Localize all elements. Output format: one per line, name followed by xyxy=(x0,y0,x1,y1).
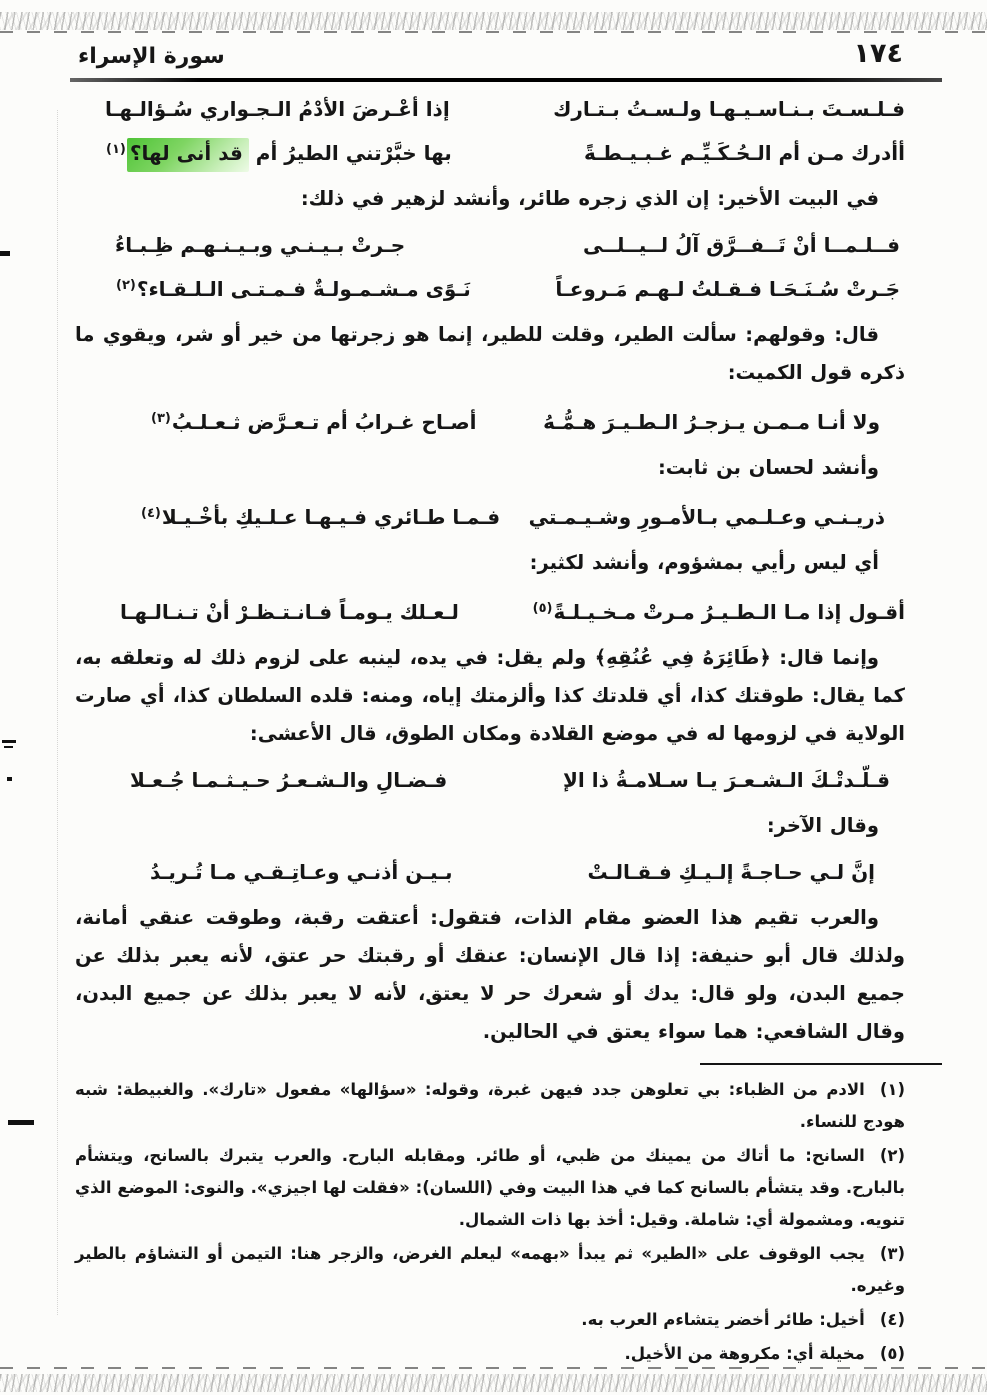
footnote-ref: (٣) xyxy=(151,410,171,426)
verse-line xyxy=(150,855,875,889)
footnote-text: مخيلة أي: مكروهة من الأخيل. xyxy=(624,1344,865,1363)
verse-line xyxy=(140,497,885,534)
hemistich-text: بها خبَّرْتني الطيرُ أم xyxy=(248,140,452,165)
footnote-ref: (٥) xyxy=(532,600,553,616)
hemistich-text: أصـاح غـرابُ أم تـعـرَّض ثـعـلـبُ xyxy=(171,409,477,434)
footnote xyxy=(75,1238,905,1302)
highlight-mark: قد أنى لها؟ xyxy=(127,138,249,172)
poem-6 xyxy=(75,763,905,797)
footnote xyxy=(75,1338,905,1370)
surah-title: سورة الإسراء xyxy=(78,44,225,69)
verse-line xyxy=(115,269,900,306)
hemistich-left xyxy=(140,497,500,534)
verse-line xyxy=(105,92,905,126)
poem-3 xyxy=(75,402,905,439)
footnote-marker: (٤) xyxy=(879,1310,905,1329)
top-dashed-line xyxy=(0,31,987,33)
footnote-marker: (١) xyxy=(879,1080,905,1099)
paragraph: وأنشد لحسان بن ثابت: xyxy=(657,455,879,479)
hemistich-right xyxy=(532,592,905,629)
footnote xyxy=(75,1304,905,1336)
footnote-marker: (٢) xyxy=(879,1146,905,1165)
hemistich-right: فـلـسـتَ بـنـاسـيـهـا ولـسـتُ بـتـارك xyxy=(553,96,905,121)
hemistich-left: إذا أعْـرضَ الأدْمُ الـجـواري سُـؤالـهـا xyxy=(105,96,450,121)
bottom-edge-scan-noise xyxy=(0,1374,987,1392)
verse-line xyxy=(130,763,890,797)
hemistich-right: قـلّـدتْـكَ الـشـعـرَ يـا سـلامـةُ ذا الإ xyxy=(563,767,890,792)
poem-7 xyxy=(75,855,905,889)
page-header xyxy=(0,0,987,69)
paragraph: وقال الآخر: xyxy=(766,813,879,837)
margin-artifact xyxy=(8,1120,34,1125)
hemistich-right: فــلـمــا أنْ تَــفــرَّق آلُ لــيــلــى xyxy=(582,232,900,257)
hemistich-right: أأدرك مـن أم الـحُـكَـيِّـم غـبـيـطـةً xyxy=(584,140,905,165)
page-number: ١٧٤ xyxy=(853,38,903,69)
hemistich-left xyxy=(150,402,477,439)
verse-line xyxy=(150,402,880,439)
footnote-ref: (١) xyxy=(106,141,126,157)
paragraph: والعرب تقيم هذا العضو مقام الذات، فتقول: أعتقت رقبة، وطوقت عنقي أمانة، ولذلك قال أبو حنيفة: إذا قال الإنسان: عنقك أو رقبتك حر عتق، لأنه يعبر بذلك عن جميع البدن، ولو قال: يدك أو شعرك حر لا يعتق، لأنه لا يعبر بذلك عن جميع البدن، وقال الشافعي: هما سواء يعتق في الحالين. xyxy=(75,905,905,1043)
margin-artifact xyxy=(2,740,16,743)
footnotes xyxy=(75,1074,905,1370)
paragraph-with-quran-quote: وإنما قال: ﴿طَائِرَهُ فِي عُنُقِهِ﴾ ولم يقل: في يده، لينبه على لزوم ذلك له وتعلقه به، كما يقال: طوقتك كذا، أي قلدتك كذا وألزمتك إياه، ومنه: قلده السلطان كذا، أي صارت الولاية في لزومها له في موضع القلادة ومكان الطوق، قال الأعشى: xyxy=(75,645,905,745)
footnote-text: الادم من الظباء: بي تعلوهن جدد فيهن غبرة، وقوله: «سؤالها» مفعول «تارك». والغبيطة: شبه هودج للنساء. xyxy=(75,1080,905,1131)
footnotes-separator xyxy=(700,1063,942,1066)
hemistich-right: ذريـنـي وعـلـمي بـالأمـورِ وشـيـمـتي xyxy=(528,504,885,529)
hemistich-left: بـيـن أذنـي وعـاتِـقـي مـا تُـريـدُ xyxy=(150,859,453,884)
hemistich-text: نَـوًى مـشـمـولـةٌ فـمـتـى الـلـقـاء؟ xyxy=(136,276,471,301)
paragraph: في البيت الأخير: إن الذي زجره طائر، وأنشد لزهير في ذلك: xyxy=(300,186,879,210)
footnote xyxy=(75,1140,905,1236)
footnote xyxy=(75,1074,905,1138)
verse-line xyxy=(120,592,905,629)
footnote-marker: (٥) xyxy=(879,1344,905,1363)
gutter-shadow xyxy=(57,110,58,1315)
margin-artifact xyxy=(4,746,13,748)
hemistich-right: ولا أنـا مـمـن يـزجـرُ الـطـيـرَ هـمُّـهُ xyxy=(543,409,880,434)
hemistich-right: جَـرتْ سُـنَـحَـا فـقـلتُ لـهـم مَـروعـاً xyxy=(555,276,900,301)
hemistich-text: أقـول إذا مـا الـطـيـرُ مـرتْ مـخـيـلـةً xyxy=(553,599,905,624)
page-content xyxy=(75,92,905,1371)
footnote-ref: (٢) xyxy=(116,277,136,293)
footnote-text: أخيل: طائر أخضر يتشاءم العرب به. xyxy=(581,1310,865,1329)
paragraph: أي ليس رأيي بمشؤوم، وأنشد لكثير: xyxy=(529,550,879,574)
margin-artifact xyxy=(7,777,12,781)
poem-2 xyxy=(75,228,905,306)
top-edge-scan-noise xyxy=(0,12,987,30)
hemistich-left: لـعـلك يـومـاً فـانـتـظـرْ أنْ تـنـالـهـا xyxy=(120,599,459,624)
paragraph: قال: وقولهم: سألت الطير، وقلت للطير، إنما هو زجرتها من خير أو شر، ويقوي ما ذكره قول الكميت: xyxy=(75,322,905,384)
margin-artifact xyxy=(0,251,10,256)
header-rule xyxy=(70,78,942,82)
footnote-marker: (٣) xyxy=(879,1244,905,1263)
footnote-ref: (٤) xyxy=(141,505,161,521)
hemistich-right: إنَّ لـي حـاجـةً إلـيـكِ فـقـالـتْ xyxy=(587,859,875,884)
hemistich-left xyxy=(115,269,471,306)
hemistich-left: جـرتْ بـيـنـي وبـيـنـهـم ظِـبـاءُ xyxy=(115,232,406,257)
poem-1 xyxy=(75,92,905,170)
hemistich-text: فـمـا طـائري فـيـهـا عـلـيكِ بأخْـيـلا xyxy=(161,504,501,529)
footnote-text: يجب الوقوف على «الطير» ثم يبدأ «بهمه» ليعلم الغرض، والزجر هنا: التيمن أو التشاؤم بالطير وغيره. xyxy=(75,1244,905,1295)
footnote-text: السانح: ما أتاك من يمينك من ظبي، أو طائر. ومقابله البارح. والعرب يتبرك بالسانح، ويتشأم بالبارح. وقد يتشأم بالسانح كما في هذا البيت وفي (اللسان): «فقلت لها اجيزي». والنوى: الموضع الذي تنويه. ومشمولة أي: شاملة. وقيل: أخذ بها ذات الشمال. xyxy=(75,1146,905,1229)
hemistich-left: فـضـالِ والـشـعـرُ حـيـثـمـا جُـعـلا xyxy=(130,767,448,792)
bottom-dashed-line xyxy=(0,1367,987,1369)
verse-line xyxy=(115,228,900,262)
poem-4 xyxy=(75,497,905,534)
poem-5 xyxy=(75,592,905,629)
verse-line xyxy=(105,133,905,170)
hemistich-left xyxy=(105,133,452,170)
